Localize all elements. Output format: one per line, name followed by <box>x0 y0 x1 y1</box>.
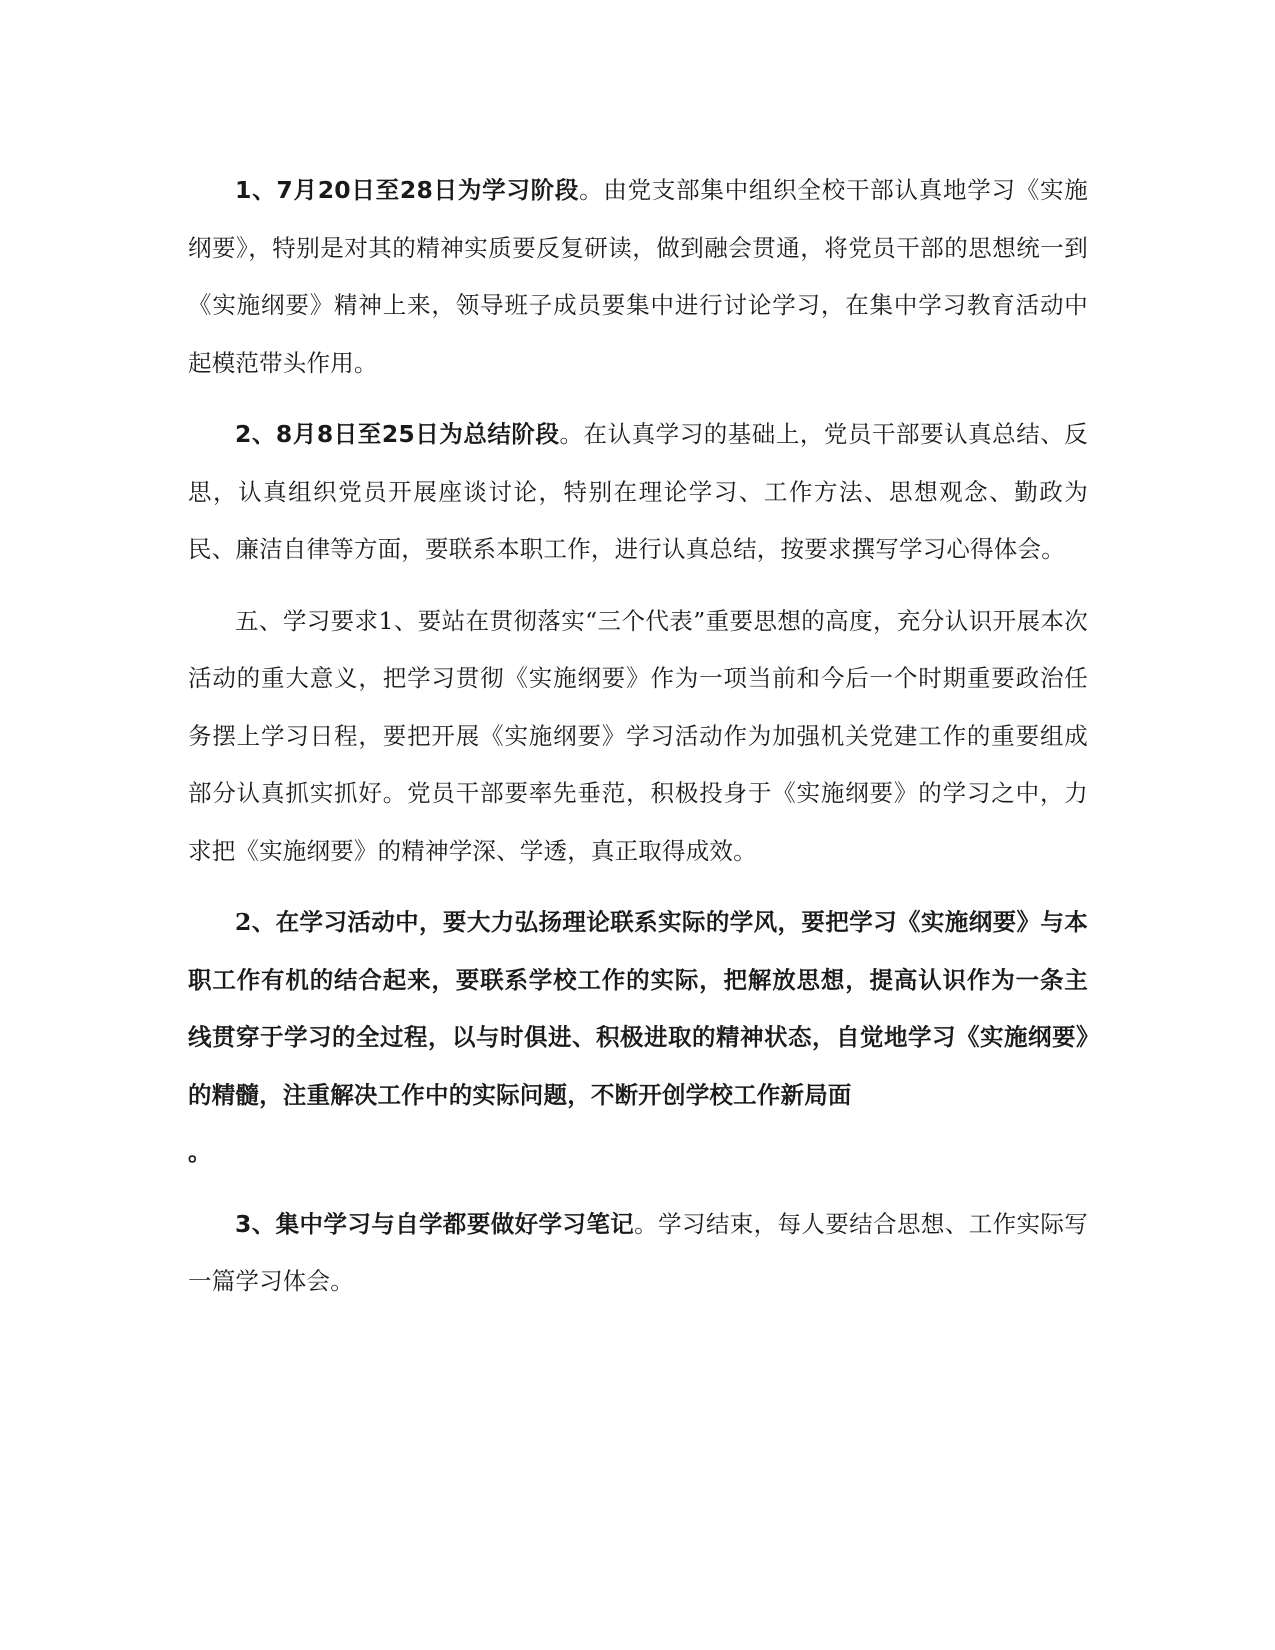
paragraph-lead: 3、集中学习与自学都要做好学习笔记 <box>235 1209 635 1238</box>
paragraph-text: 五、学习要求1、要站在贯彻落实“三个代表”重要思想的高度，充分认识开展本次活动的重大意义，把学习贯彻《实施纲要》作为一项当前和今后一个时期重要政治任务摆上学习日程，要把开展《实施纲要》学习活动作为加强机关党建工作的重要组成部分认真抓实抓好。党员干部要率先垂范，积极投身于《实施纲要》的学习之中，力求把《实施纲要》的精神学深、学透，真正取得成效。 <box>188 606 1088 865</box>
paragraph-text: 2、在学习活动中，要大力弘扬理论联系实际的学风，要把学习《实施纲要》与本职工作有机的结合起来，要联系学校工作的实际，把解放思想，提高认识作为一条主线贯穿于学习的全过程，以与时俱进、积极进取的精神状态，自觉地学习《实施纲要》的精髓，注重解决工作中的实际问题，不断开创学校工作新局面 <box>188 908 1088 1109</box>
paragraph-lead: 2、8月8日至25日为总结阶段 <box>235 420 560 448</box>
paragraph-text: 。学习结束，每人要结合思想、工作实际写一篇学习体会。 <box>188 1209 1088 1295</box>
paragraph-requirement-3 <box>188 1196 1088 1311</box>
paragraph-text: 。在认真学习的基础上，党员干部要认真总结、反思，认真组织党员开展座谈讨论，特别在理论学习、工作方法、思想观念、勤政为民、廉洁自律等方面，要联系本职工作，进行认真总结，按要求撰写学习心得体会。 <box>188 420 1088 563</box>
paragraph-lead: 1、7月20日至28日为学习阶段 <box>235 176 580 204</box>
paragraph-study-phase <box>188 162 1088 392</box>
paragraph-summary-phase <box>188 406 1088 579</box>
paragraph-tail: 。 <box>188 1138 212 1166</box>
paragraph-requirements <box>188 593 1088 881</box>
document-body <box>188 162 1088 1311</box>
paragraph-requirement-2 <box>188 894 1088 1182</box>
paragraph-text: 。由党支部集中组织全校干部认真地学习《实施纲要》，特别是对其的精神实质要反复研读，做到融会贯通，将党员干部的思想统一到《实施纲要》精神上来，领导班子成员要集中进行讨论学习，在集中学习教育活动中起模范带头作用。 <box>188 176 1088 377</box>
